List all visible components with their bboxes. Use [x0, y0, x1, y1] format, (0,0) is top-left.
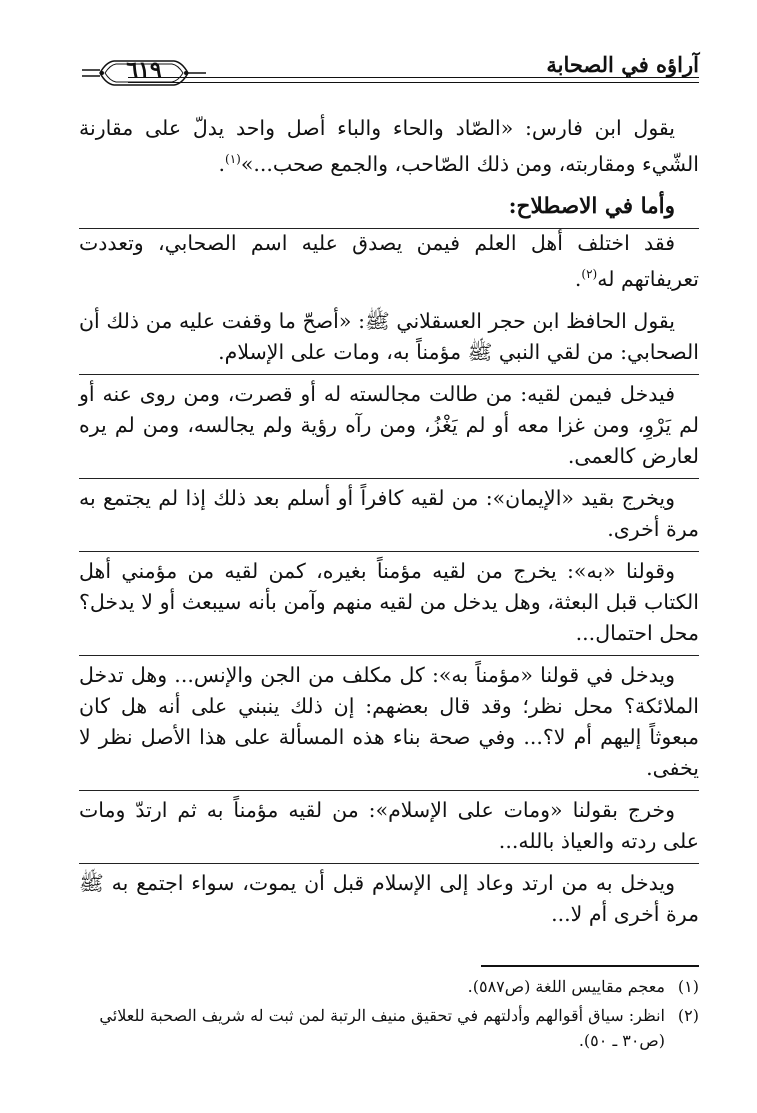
paragraph: يقول الحافظ ابن حجر العسقلاني ﷺ: «أصحّ ما وقفت عليه من ذلك أن الصحابي: من لقي النبي ﷺ مؤمناً به، ومات على الإسلام.: [79, 306, 699, 368]
section-heading: وأما في الاصطلاح:: [79, 191, 699, 222]
paragraph: ويدخل في قولنا «مؤمناً به»: كل مكلف من الجن والإنس... وهل تدخل الملائكة؟ محل نظر؛ وقد قال بعضهم: إن ذلك ينبني على أنه هل كان مبعوثاً إليهم أم لا؟... وفي صحة بناء هذه المسألة على هذا الأصل نظر لا يخفى.: [79, 660, 699, 784]
paragraph: وخرج بقولنا «ومات على الإسلام»: من لقيه مؤمناً به ثم ارتدّ ومات على ردته والعياذ بالله...: [79, 795, 699, 857]
footnotes: [79, 974, 699, 1057]
page-number: ٦١٩: [126, 57, 162, 83]
paragraph: فيدخل فيمن لقيه: من طالت مجالسته له أو قصرت، ومن روى عنه أو لم يَرْوِ، ومن غزا معه أو لم يَغْزُ، ومن رآه رؤية ولم يجالسه، ومن لم يره لعارض كالعمى.: [79, 379, 699, 472]
footnote-number: (٢): [677, 1006, 699, 1025]
footnote-ref: (١): [225, 152, 241, 166]
paragraph-text: يقول ابن فارس: «الصّاد والحاء والباء أصل واحد يدلّ على مقارنة الشّيء ومقاربته، ومن ذلك الصّاحب، والجمع صحب...»: [79, 116, 699, 176]
footnote: [79, 1003, 699, 1053]
footnote: [79, 974, 699, 999]
footnote-separator: [481, 965, 699, 967]
paragraph: ويدخل به من ارتد وعاد إلى الإسلام قبل أن يموت، سواء اجتمع به ﷺ مرة أخرى أم لا...: [79, 870, 699, 926]
footnote-ref: (٢): [581, 266, 598, 281]
footnote-text: انظر: سياق أقوالهم وأدلتهم في تحقيق منيف الرتبة لمن ثبت له شريف الصحبة للعلائي (ص٣٠ ـ ٥٠).: [99, 1006, 665, 1050]
running-header: [82, 50, 699, 94]
paragraph: ويخرج بقيد «الإيمان»: من لقيه كافراً أو أسلم بعد ذلك إذا لم يجتمع به مرة أخرى.: [79, 483, 699, 545]
body-text: [79, 113, 699, 941]
header-title: آراؤه في الصحابة: [546, 52, 699, 77]
paragraph: وقولنا «به»: يخرج من لقيه مؤمناً بغيره، كمن لقيه من مؤمني أهل الكتاب قبل البعثة، وهل يدخل من لقيه منهم وآمن بأنه سيبعث أو لا يدخل؟ محل احتمال...: [79, 556, 699, 649]
footnote-number: (١): [677, 977, 699, 996]
footnote-text: معجم مقاييس اللغة (ص٥٨٧).: [467, 977, 665, 996]
header-rule: [128, 77, 699, 83]
paragraph-text: فقد اختلف أهل العلم فيمن يصدق عليه اسم الصحابي، وتعددت تعريفاتهم له: [79, 230, 699, 291]
paragraph: يقول ابن فارس: «الصّاد والحاء والباء أصل واحد يدلّ على مقارنة الشّيء ومقاربته، ومن ذلك الصّاحب، والجمع صحب...»$^{(١)}$.: [79, 116, 699, 176]
paragraph: فقد اختلف أهل العلم فيمن يصدق عليه اسم الصحابي، وتعددت تعريفاتهم له$^{(٢)}$.: [79, 230, 699, 291]
